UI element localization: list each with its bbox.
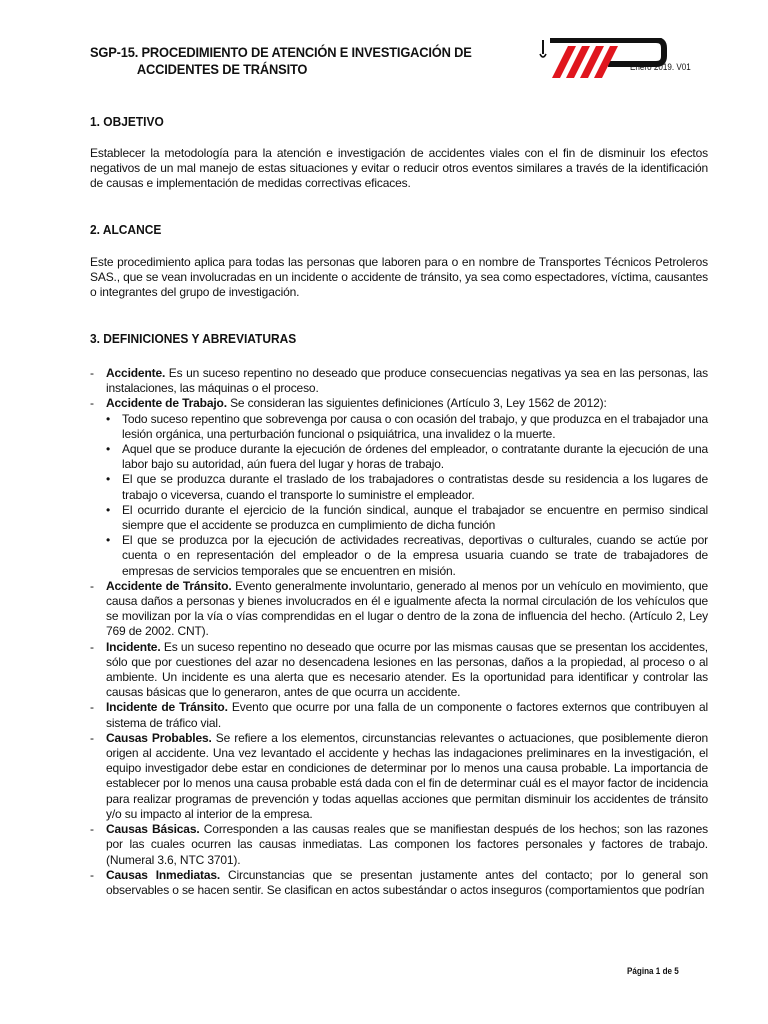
document-version: Enero 2019. V01 <box>630 62 691 72</box>
alcance-paragraph: Este procedimiento aplica para todas las personas que laboren para o en nombre de Transportes Técnicos Petroleros SAS., que se vean involucradas en un incidente o accidente de tránsito, ya sea como espectadores, víctima, causantes o integrantes del grupo de investigación. <box>90 255 708 300</box>
document-title <box>90 44 476 78</box>
definition-item: - Accidente. Es un suceso repentino no deseado que produce consecuencias negativas ya sea en las personas, las instalaciones, las máquinas o el proceso. <box>90 366 708 396</box>
list-item: • Todo suceso repentino que sobrevenga por causa o con ocasión del trabajo, y que produzca en el trabajador una lesión orgánica, una perturbación funcional o psiquiátrica, una invalidez o la muerte. <box>106 411 708 441</box>
definition-item: - Causas Inmediatas. Circunstancias que se presentan justamente antes del contacto; por lo general son observables o se hacen sentir. Se clasifican en actos subestándar o actos inseguros (comportamientos que podrían <box>90 867 708 897</box>
section-heading-objetivo: 1. OBJETIVO <box>90 114 164 129</box>
title-line-2: ACCIDENTES DE TRÁNSITO <box>136 61 308 77</box>
company-logo <box>538 38 678 80</box>
objetivo-paragraph: Establecer la metodología para la atención e investigación de accidentes viales con el fin de disminuir los efectos negativos de un mal manejo de estas situaciones y evitar o reducir otros eventos similares a través de la identificación de causas e implementación de medidas correctivas eficaces. <box>90 146 708 191</box>
definition-item: - Accidente de Tránsito. Evento generalmente involuntario, generado al menos por un vehículo en movimiento, que causa daños a personas y bienes involucrados en él e igualmente afecta la normal circulación de los vehículos que se movilizan por la vía o vías comprendidas en el lugar o dentro de la zona de influencia del hecho. (Artículo 2, Ley 769 de 2002. CNT). <box>90 578 708 639</box>
list-item: • El ocurrido durante el ejercicio de la función sindical, aunque el trabajador se encuentre en permiso sindical siempre que el accidente se produzca en cumplimiento de dicha función <box>106 502 708 533</box>
section-heading-alcance: 2. ALCANCE <box>90 222 162 237</box>
list-item: • El que se produzca durante el traslado de los trabajadores o contratistas desde su residencia a los lugares de trabajo o viceversa, cuando el transporte lo suministre el empleador. <box>106 472 708 502</box>
list-item: • Aquel que se produce durante la ejecución de órdenes del empleador, o contratante durante la ejecución de una labor bajo su autoridad, aún fuera del lugar y horas de trabajo. <box>106 442 708 472</box>
title-line-1: SGP-15. PROCEDIMIENTO DE ATENCIÓN E INVESTIGACIÓN DE <box>90 44 472 60</box>
work-accident-subitems <box>90 412 708 579</box>
page-number: Página 1 de 5 <box>627 966 679 976</box>
definition-item: - Incidente. Es un suceso repentino no deseado que ocurre por las mismas causas que se presentan los accidentes, sólo que por cuestiones del azar no desencadena lesiones en las personas, daños a la propiedad, al proceso o al ambiente. Un incidente es una alerta que es necesario atender. Es la oportunidad para identificar y controlar las causas básicas que lo generaron, antes de que ocurra un accidente. <box>90 639 708 700</box>
definitions-list <box>90 366 708 898</box>
definition-item: - Incidente de Tránsito. Evento que ocurre por una falla de un componente o factores externos que contribuyen al sistema de tráfico vial. <box>90 700 708 730</box>
definition-item: - Causas Básicas. Corresponden a las causas reales que se manifiestan después de los hechos; son las razones por las cuales ocurren las causas inmediatas. Las componen los factores personales y factores de trabajo. (Numeral 3.6, NTC 3701). <box>90 822 709 867</box>
section-heading-definiciones: 3. DEFINICIONES Y ABREVIATURAS <box>90 331 297 346</box>
definition-item: - Accidente de Trabajo. Se consideran las siguientes definiciones (Artículo 3, Ley 1562 de 2012): <box>90 396 607 411</box>
list-item: • El que se produzca por la ejecución de actividades recreativas, deportivas o culturales, cuando se actúe por cuenta o en representación del empleador o de la empresa usuaria cuando se trate de trabajadores de empresas de servicios temporales que se encuentren en misión. <box>106 533 708 578</box>
definition-item: - Causas Probables. Se refiere a los elementos, circunstancias relevantes o actuaciones, que posiblemente dieron origen al accidente. Una vez levantado el accidente y hechas las indagaciones preliminares en la investigación, el equipo investigador debe estar en condiciones de determinar por lo menos una causa probable. La importancia de establecer por lo menos una causa probable está dada con el fin de determinar cuál es el mayor factor de incidencia para realizar programas de prevención y todas aquellas acciones que permitan disminuir los accidentes de tránsito y/o su impacto al interior de la empresa. <box>90 730 708 821</box>
